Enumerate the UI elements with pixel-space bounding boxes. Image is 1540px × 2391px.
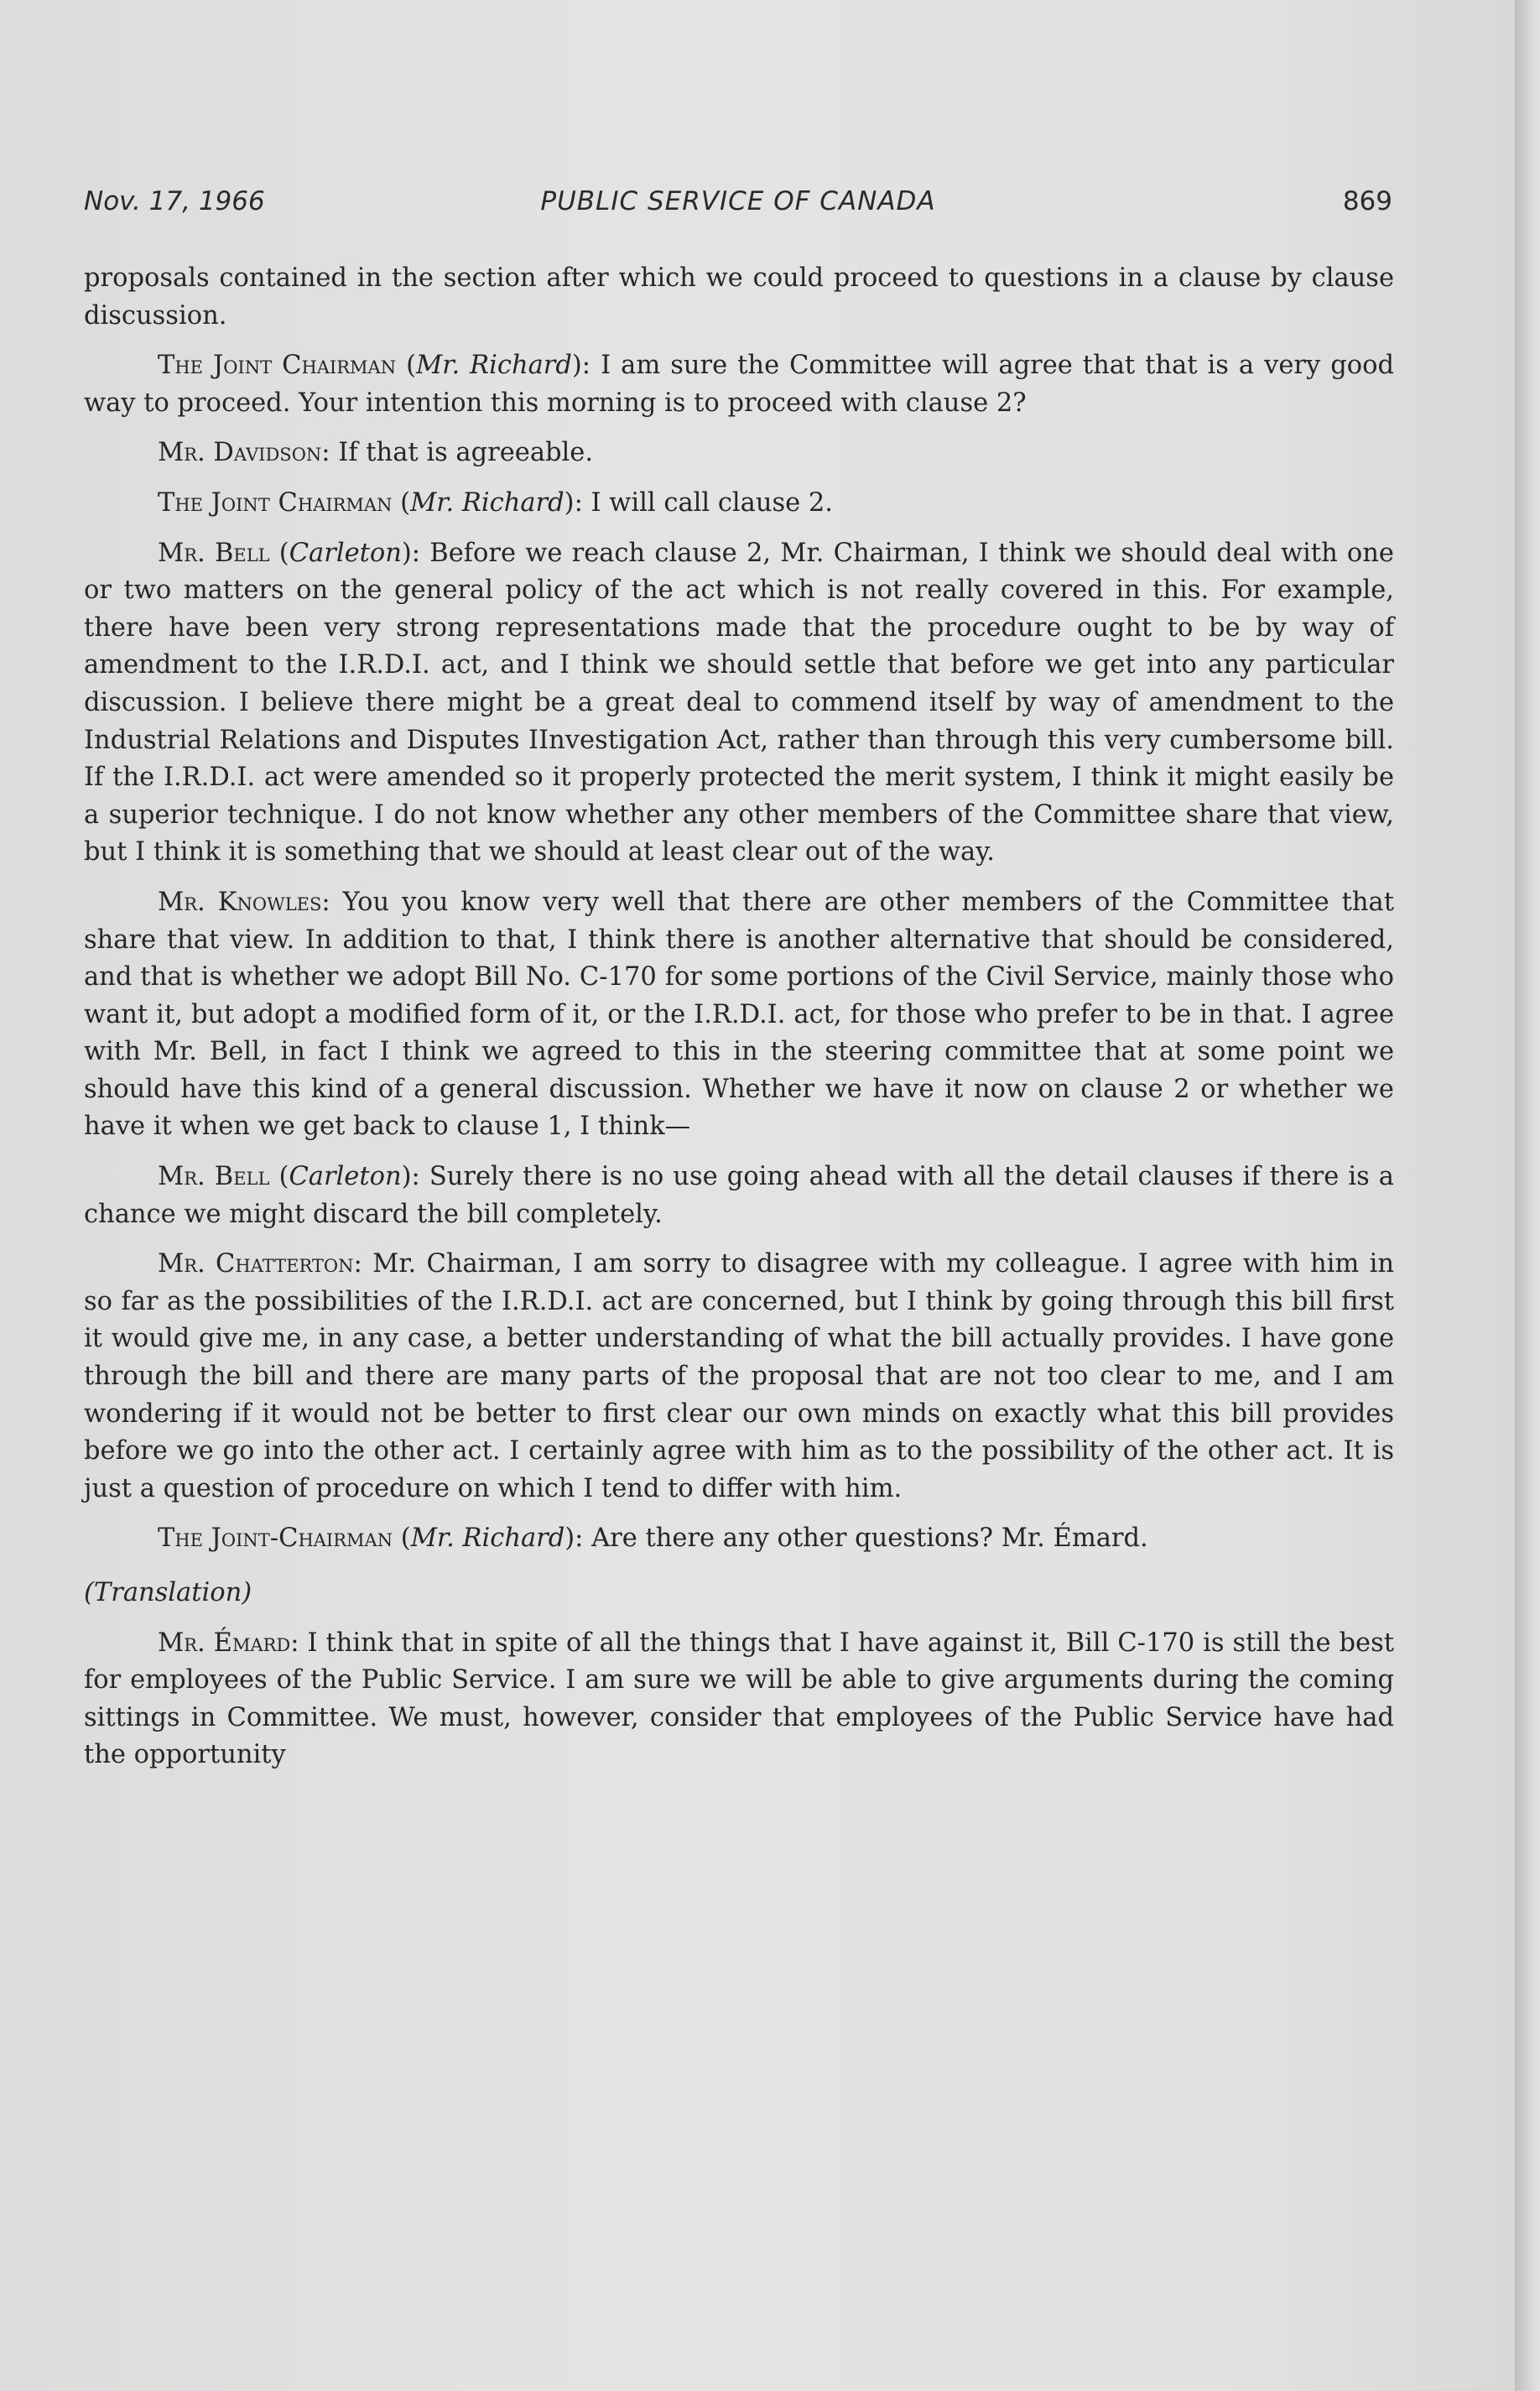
speaker-name: Mr. Chatterton: [158, 1249, 354, 1279]
paragraph: Mr. Knowles: You you know very well that there are other members of the Committee that share that view. In addition to that, I think there is another alternative that should be considered, and that is whether we adopt Bill No. C-170 for some portions of the Civil Service, mainly those who want it, but adopt a modified form of it, or the I.R.D.I. act, for those who prefer to be in that. I agree with Mr. Bell, in fact I think we agreed to this in the steering committee that at some point we should have this kind of a general discussion. Whether we have it now on clause 2 or whether we have it when we get back to clause 1, I think—: [84, 887, 1394, 1142]
running-header: [84, 186, 1392, 223]
speaker-name: The Joint Chairman: [158, 487, 393, 518]
paragraph: The Joint Chairman (Mr. Richard): I am sure the Committee will agree that that is a very good way to proceed. Your intention this morning is to proceed with clause 2?: [84, 351, 1394, 418]
paragraph: Mr. Bell (Carleton): Before we reach clause 2, Mr. Chairman, I think we should deal with one or two matters on the general policy of the act which is not really covered in this. For example, there have been very strong representations made that the procedure ought to be by way of amendment to the I.R.D.I. act, and I think we should settle that before we get into any particular discussion. I believe there might be a great deal to commend itself by way of amendment to the Industrial Relations and Disputes IInvestigation Act, rather than through this very cumbersome bill. If the I.R.D.I. act were amended so it properly protected the merit system, I think it might easily be a superior technique. I do not know whether any other members of the Committee share that view, but I think it is something that we should at least clear out of the way.: [84, 538, 1394, 867]
paragraph-text: I will call clause 2.: [591, 487, 833, 518]
speaker-name: The Joint Chairman: [158, 351, 397, 381]
translation-label: (Translation): [84, 1578, 252, 1607]
speaker-name: Mr. Bell: [158, 1162, 270, 1192]
page-edge-shadow: [1515, 0, 1540, 2391]
speaker-qualifier: Mr. Richard: [410, 1524, 565, 1554]
speaker-name: Mr. Bell: [158, 538, 270, 568]
paragraph-text: You you know very well that there are other members of the Committee that share that view. In addition to that, I think there is another alternative that should be considered, and that is whether we adopt Bill No. C-170 for some portions of the Civil Service, mainly those who want it, but adopt a modified form of it, or the I.R.D.I. act, for those who prefer to be in that. I agree with Mr. Bell, in fact I think we agreed to this in the steering committee that at some point we should have this kind of a general discussion. Whether we have it now on clause 2 or whether we have it when we get back to clause 1, I think—: [84, 887, 1394, 1142]
paragraph: The Joint-Chairman (Mr. Richard): Are there any other questions? Mr. Émard.: [158, 1524, 1148, 1554]
paragraph: Mr. Davidson: If that is agreeable.: [158, 438, 594, 468]
speaker-qualifier: Mr. Richard: [416, 351, 572, 381]
speaker-qualifier: Mr. Richard: [410, 487, 564, 518]
speaker-qualifier: Carleton: [289, 538, 402, 568]
speaker-name: Mr. Knowles: [158, 887, 322, 917]
paragraph-text: Before we reach clause 2, Mr. Chairman, I think we should deal with one or two matters on the general policy of the act which is not really covered in this. For example, there have been very strong representations made that the procedure ought to be by way of amendment to the I.R.D.I. act, and I think we should settle that before we get into any particular discussion. I believe there might be a great deal to commend itself by way of amendment to the Industrial Relations and Disputes IInvestigation Act, rather than through this very cumbersome bill. If the I.R.D.I. act were amended so it properly protected the merit system, I think it might easily be a superior technique. I do not know whether any other members of the Committee share that view, but I think it is something that we should at least clear out of the way.: [84, 538, 1394, 867]
body-text: [84, 260, 1394, 1787]
paragraph-text: Are there any other questions? Mr. Émard.: [591, 1524, 1148, 1554]
paragraph-text: Surely there is no use going ahead with all the detail clauses if there is a chance we might discard the bill completely.: [84, 1162, 1394, 1229]
speaker-name: The Joint-Chairman: [158, 1524, 393, 1554]
paragraph-text: I am sure the Committee will agree that that is a very good way to proceed. Your intention this morning is to proceed with clause 2?: [84, 351, 1394, 418]
header-date: Nov. 17, 1966: [84, 186, 265, 216]
speaker-name: Mr. Émard: [158, 1628, 291, 1658]
paragraph-text: proposals contained in the section after which we could proceed to questions in a clause by clause discussion.: [84, 263, 1394, 331]
paragraph-text: If that is agreeable.: [338, 438, 594, 468]
paragraph: Mr. Bell (Carleton): Surely there is no use going ahead with all the detail clauses if there is a chance we might discard the bill completely.: [84, 1162, 1394, 1229]
speaker-name: Mr. Davidson: [158, 438, 322, 468]
speaker-qualifier: Carleton: [289, 1162, 402, 1192]
paragraph: The Joint Chairman (Mr. Richard): I will call clause 2.: [158, 487, 833, 518]
paragraph-text: I think that in spite of all the things that I have against it, Bill C-170 is still the best for employees of the Public Service. I am sure we will be able to give arguments during the coming sittings in Committee. We must, however, consider that employees of the Public Service have had the opportunity: [84, 1628, 1394, 1770]
page-number: 869: [1342, 186, 1392, 216]
header-title: PUBLIC SERVICE OF CANADA: [540, 186, 936, 216]
paragraph-text: Mr. Chairman, I am sorry to disagree with my colleague. I agree with him in so far as the possibilities of the I.R.D.I. act are concerned, but I think by going through this bill first it would give me, in any case, a better understanding of what the bill actually provides. I have gone through the bill and there are many parts of the proposal that are not too clear to me, and I am wondering if it would not be better to first clear our own minds on exactly what this bill provides before we go into the other act. I certainly agree with him as to the possibility of the other act. It is just a question of procedure on which I tend to differ with him.: [84, 1249, 1394, 1503]
paragraph: [84, 260, 1394, 335]
paragraph: Mr. Chatterton: Mr. Chairman, I am sorry to disagree with my colleague. I agree with him in so far as the possibilities of the I.R.D.I. act are concerned, but I think by going through this bill first it would give me, in any case, a better understanding of what the bill actually provides. I have gone through the bill and there are many parts of the proposal that are not too clear to me, and I am wondering if it would not be better to first clear our own minds on exactly what this bill provides before we go into the other act. I certainly agree with him as to the possibility of the other act. It is just a question of procedure on which I tend to differ with him.: [84, 1249, 1394, 1503]
paragraph: Mr. Émard: I think that in spite of all the things that I have against it, Bill C-170 is still the best for employees of the Public Service. I am sure we will be able to give arguments during the coming sittings in Committee. We must, however, consider that employees of the Public Service have had the opportunity: [84, 1628, 1394, 1770]
